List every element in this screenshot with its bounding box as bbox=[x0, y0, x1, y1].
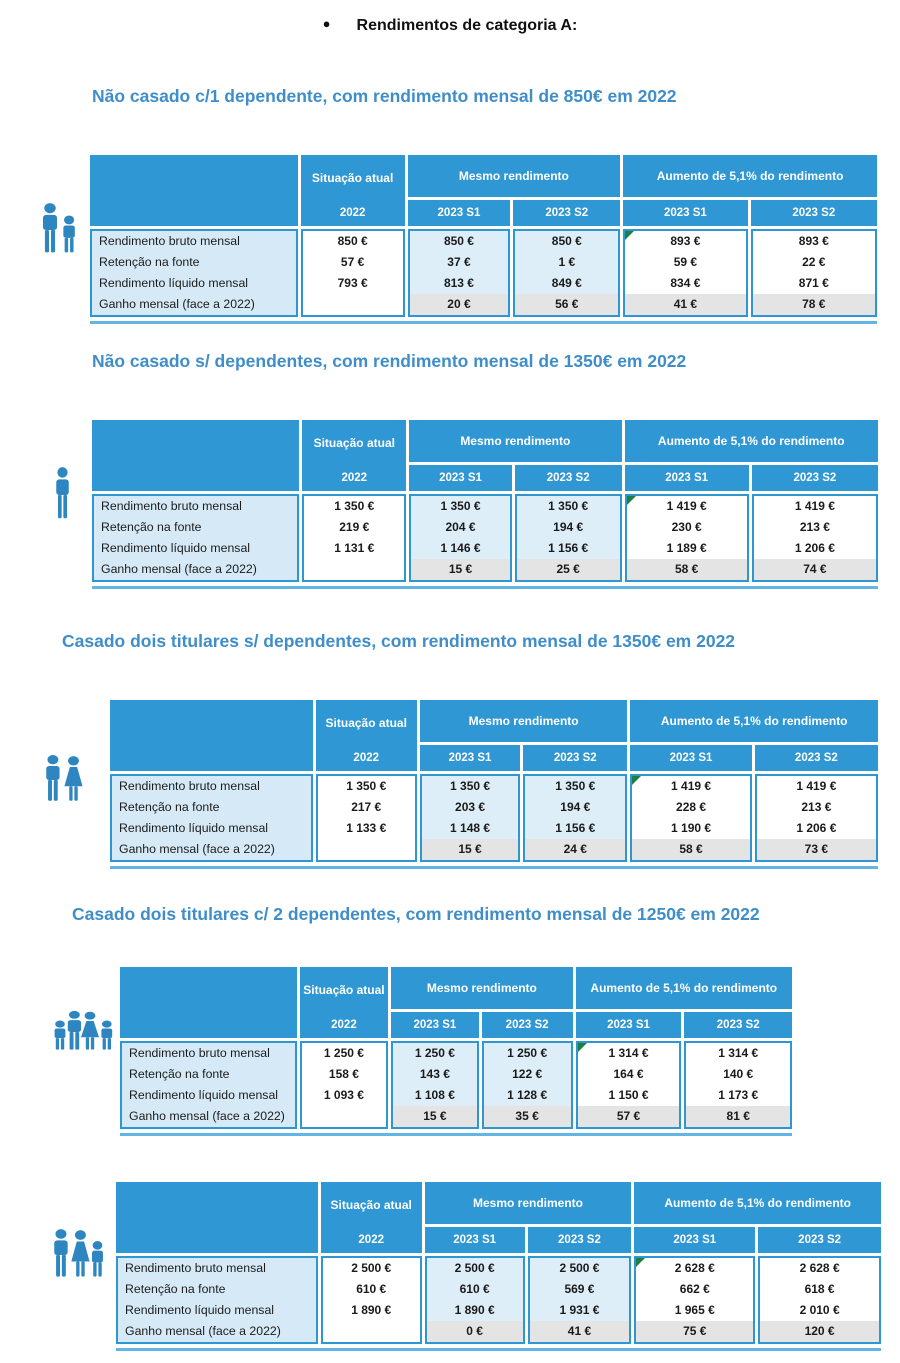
header-situacao-atual bbox=[300, 967, 388, 1038]
value-cell: 1 093 € bbox=[302, 1085, 386, 1106]
header-mesmo-2023s2: 2023 S2 bbox=[515, 465, 622, 491]
header-mesmo-rendimento: Mesmo rendimento bbox=[420, 700, 627, 742]
value-cell: 1 890 € bbox=[427, 1300, 523, 1321]
value-cell: 1 131 € bbox=[304, 538, 404, 559]
col-mesmo-2023s1 bbox=[409, 494, 512, 582]
header-aumento-2023s1: 2023 S1 bbox=[623, 200, 747, 226]
section-title-2: Não casado s/ dependentes, com rendimento mensal de 1350€ em 2022 bbox=[92, 351, 687, 371]
value-cell: 58 € bbox=[627, 559, 747, 580]
value-cell: 1 314 € bbox=[686, 1043, 790, 1064]
col-aumento-2023s2 bbox=[752, 494, 878, 582]
value-cell: 1 314 € bbox=[578, 1043, 680, 1064]
header-mesmo-2023s2: 2023 S2 bbox=[528, 1227, 632, 1253]
value-cell: 217 € bbox=[318, 797, 415, 818]
value-cell: 81 € bbox=[686, 1106, 790, 1127]
couple-with-child-icon bbox=[50, 1228, 106, 1282]
value-cell: 56 € bbox=[515, 294, 618, 315]
value-cell: 41 € bbox=[625, 294, 745, 315]
value-cell: 1 250 € bbox=[484, 1043, 571, 1064]
value-cell: 59 € bbox=[625, 252, 745, 273]
header-aumento-2023s1: 2023 S1 bbox=[625, 465, 749, 491]
value-cell: 57 € bbox=[303, 252, 403, 273]
header-2022: 2022 bbox=[353, 752, 380, 764]
row-label: Retenção na fonte bbox=[125, 1282, 226, 1296]
value-cell: 15 € bbox=[422, 839, 518, 860]
value-cell: 213 € bbox=[754, 517, 876, 538]
value-cell: 158 € bbox=[302, 1064, 386, 1085]
value-cell: 219 € bbox=[304, 517, 404, 538]
value-cell: 1 890 € bbox=[323, 1300, 420, 1321]
value-cell: 1 419 € bbox=[754, 496, 876, 517]
col-mesmo-2023s2 bbox=[523, 774, 627, 862]
value-cell: 1 206 € bbox=[757, 818, 876, 839]
value-cell: 1 206 € bbox=[754, 538, 876, 559]
col-aumento-2023s1 bbox=[634, 1256, 755, 1344]
value-cell: 57 € bbox=[578, 1106, 680, 1127]
row-label-column bbox=[120, 1041, 297, 1129]
table-body bbox=[116, 1256, 881, 1344]
value-cell: 194 € bbox=[517, 517, 620, 538]
row-label-column bbox=[116, 1256, 318, 1344]
section-title-1: Não casado c/1 dependente, com rendimento mensal de 850€ em 2022 bbox=[92, 86, 677, 106]
value-cell: 37 € bbox=[410, 252, 509, 273]
value-cell: 1 931 € bbox=[530, 1300, 630, 1321]
corner-cell bbox=[110, 700, 313, 771]
value-cell: 2 628 € bbox=[636, 1258, 753, 1279]
header-2022: 2022 bbox=[331, 1019, 357, 1031]
value-cell: 1 350 € bbox=[318, 776, 415, 797]
value-cell: 204 € bbox=[411, 517, 510, 538]
value-cell: 164 € bbox=[578, 1064, 680, 1085]
row-label: Rendimento bruto mensal bbox=[119, 779, 260, 793]
table-header bbox=[110, 700, 878, 771]
value-cell: 1 € bbox=[515, 252, 618, 273]
value-cell: 849 € bbox=[515, 273, 618, 294]
section-title-3: Casado dois titulares s/ dependentes, com rendimento mensal de 1350€ em 2022 bbox=[62, 631, 736, 651]
table-body bbox=[110, 774, 878, 862]
col-mesmo-2023s1 bbox=[391, 1041, 479, 1129]
value-cell: 2 500 € bbox=[530, 1258, 630, 1279]
header-mesmo-2023s2: 2023 S2 bbox=[482, 1012, 573, 1038]
header-mesmo-rendimento: Mesmo rendimento bbox=[409, 420, 621, 462]
header-mesmo-rendimento: Mesmo rendimento bbox=[425, 1182, 632, 1224]
value-cell: 1 350 € bbox=[304, 496, 404, 517]
col-aumento-2023s2 bbox=[755, 774, 878, 862]
value-cell: 1 965 € bbox=[636, 1300, 753, 1321]
header-mesmo-2023s2: 2023 S2 bbox=[523, 745, 627, 771]
table-body bbox=[92, 494, 878, 582]
row-label: Ganho mensal (face a 2022) bbox=[101, 562, 257, 576]
col-situacao-2022 bbox=[302, 494, 406, 582]
value-cell: 1 156 € bbox=[525, 818, 625, 839]
header-mesmo-2023s2: 2023 S2 bbox=[513, 200, 620, 226]
value-cell: 610 € bbox=[427, 1279, 523, 1300]
col-aumento-2023s2 bbox=[758, 1256, 881, 1344]
row-label: Rendimento bruto mensal bbox=[129, 1046, 270, 1060]
col-aumento-2023s1 bbox=[625, 494, 749, 582]
col-situacao-2022 bbox=[301, 229, 405, 317]
header-mesmo-2023s1: 2023 S1 bbox=[409, 465, 512, 491]
row-label: Rendimento líquido mensal bbox=[125, 1303, 275, 1317]
value-cell: 2 010 € bbox=[760, 1300, 879, 1321]
value-cell: 1 419 € bbox=[627, 496, 747, 517]
value-cell: 1 156 € bbox=[517, 538, 620, 559]
row-label: Ganho mensal (face a 2022) bbox=[129, 1109, 285, 1123]
value-cell: 1 419 € bbox=[632, 776, 749, 797]
table-body bbox=[120, 1041, 792, 1129]
row-label: Ganho mensal (face a 2022) bbox=[125, 1324, 281, 1338]
value-cell: 15 € bbox=[393, 1106, 477, 1127]
value-cell: 834 € bbox=[625, 273, 745, 294]
value-cell: 1 148 € bbox=[422, 818, 518, 839]
value-cell: 73 € bbox=[757, 839, 876, 860]
header-aumento-2023s1: 2023 S1 bbox=[576, 1012, 682, 1038]
col-mesmo-2023s1 bbox=[425, 1256, 525, 1344]
header-mesmo-rendimento: Mesmo rendimento bbox=[408, 155, 621, 197]
header-aumento-2023s1: 2023 S1 bbox=[630, 745, 751, 771]
value-cell: 1 350 € bbox=[517, 496, 620, 517]
family-two-children-icon bbox=[54, 1010, 114, 1054]
header-aumento-2023s2: 2023 S2 bbox=[758, 1227, 881, 1253]
header-2022: 2022 bbox=[358, 1234, 384, 1246]
header-situacao-label: Situação atual bbox=[303, 982, 385, 997]
value-cell: 893 € bbox=[625, 231, 745, 252]
table-header bbox=[90, 155, 877, 226]
col-mesmo-2023s2 bbox=[482, 1041, 573, 1129]
value-cell: 15 € bbox=[411, 559, 510, 580]
value-cell: 74 € bbox=[754, 559, 876, 580]
row-label: Retenção na fonte bbox=[99, 255, 200, 269]
table-bottom-rule bbox=[116, 1348, 881, 1351]
header-situacao-atual bbox=[302, 420, 406, 491]
value-cell: 24 € bbox=[525, 839, 625, 860]
value-cell: 140 € bbox=[686, 1064, 790, 1085]
adult-with-child-icon bbox=[36, 202, 78, 258]
value-cell: 1 250 € bbox=[302, 1043, 386, 1064]
value-cell: 850 € bbox=[410, 231, 509, 252]
col-aumento-2023s2 bbox=[751, 229, 877, 317]
header-situacao-label: Situação atual bbox=[311, 170, 394, 185]
value-cell: 1 150 € bbox=[578, 1085, 680, 1106]
table-bottom-rule bbox=[92, 586, 878, 589]
row-label: Retenção na fonte bbox=[101, 520, 202, 534]
value-cell: 569 € bbox=[530, 1279, 630, 1300]
col-situacao-2022 bbox=[321, 1256, 422, 1344]
value-cell bbox=[302, 1106, 386, 1127]
value-cell: 75 € bbox=[636, 1321, 753, 1342]
value-cell bbox=[318, 839, 415, 860]
single-adult-icon bbox=[50, 466, 75, 524]
value-cell: 1 133 € bbox=[318, 818, 415, 839]
header-mesmo-rendimento: Mesmo rendimento bbox=[391, 967, 572, 1009]
header-aumento: Aumento de 5,1% do rendimento bbox=[634, 1182, 881, 1224]
header-situacao-atual bbox=[301, 155, 405, 226]
value-cell: 850 € bbox=[303, 231, 403, 252]
value-cell: 194 € bbox=[525, 797, 625, 818]
col-aumento-2023s1 bbox=[630, 774, 751, 862]
value-cell: 58 € bbox=[632, 839, 749, 860]
value-cell: 35 € bbox=[484, 1106, 571, 1127]
income-table-4 bbox=[120, 967, 792, 1136]
value-cell: 1 128 € bbox=[484, 1085, 571, 1106]
col-mesmo-2023s1 bbox=[408, 229, 511, 317]
col-aumento-2023s1 bbox=[576, 1041, 682, 1129]
row-label: Rendimento bruto mensal bbox=[125, 1261, 266, 1275]
col-mesmo-2023s2 bbox=[528, 1256, 632, 1344]
value-cell: 1 146 € bbox=[411, 538, 510, 559]
header-situacao-atual bbox=[321, 1182, 422, 1253]
col-aumento-2023s2 bbox=[684, 1041, 792, 1129]
header-situacao-label: Situação atual bbox=[325, 715, 407, 730]
value-cell: 871 € bbox=[753, 273, 875, 294]
header-situacao-label: Situação atual bbox=[330, 1197, 412, 1212]
value-cell: 1 108 € bbox=[393, 1085, 477, 1106]
corner-cell bbox=[120, 967, 297, 1038]
comment-marker-icon bbox=[632, 776, 641, 785]
value-cell: 1 419 € bbox=[757, 776, 876, 797]
header-aumento: Aumento de 5,1% do rendimento bbox=[630, 700, 878, 742]
section-title-4: Casado dois titulares c/ 2 dependentes, com rendimento mensal de 1250€ em 2022 bbox=[72, 904, 760, 924]
value-cell: 662 € bbox=[636, 1279, 753, 1300]
header-2022: 2022 bbox=[339, 207, 366, 219]
row-label: Rendimento bruto mensal bbox=[101, 499, 242, 513]
value-cell: 1 190 € bbox=[632, 818, 749, 839]
row-label: Rendimento líquido mensal bbox=[99, 276, 249, 290]
value-cell: 813 € bbox=[410, 273, 509, 294]
corner-cell bbox=[116, 1182, 318, 1253]
header-mesmo-2023s1: 2023 S1 bbox=[420, 745, 520, 771]
table-bottom-rule bbox=[90, 321, 877, 324]
value-cell: 41 € bbox=[530, 1321, 630, 1342]
income-table-1 bbox=[90, 155, 877, 324]
header-situacao-atual bbox=[316, 700, 417, 771]
row-label: Retenção na fonte bbox=[119, 800, 220, 814]
bullet-icon: ● bbox=[322, 16, 331, 31]
col-situacao-2022 bbox=[300, 1041, 388, 1129]
value-cell: 228 € bbox=[632, 797, 749, 818]
value-cell: 1 189 € bbox=[627, 538, 747, 559]
income-table-3 bbox=[110, 700, 878, 869]
row-label: Retenção na fonte bbox=[129, 1067, 230, 1081]
corner-cell bbox=[90, 155, 298, 226]
col-mesmo-2023s2 bbox=[513, 229, 620, 317]
table-header bbox=[120, 967, 792, 1038]
row-label: Rendimento líquido mensal bbox=[101, 541, 251, 555]
header-mesmo-2023s1: 2023 S1 bbox=[408, 200, 511, 226]
col-situacao-2022 bbox=[316, 774, 417, 862]
table-header bbox=[116, 1182, 881, 1253]
value-cell: 1 350 € bbox=[525, 776, 625, 797]
value-cell: 213 € bbox=[757, 797, 876, 818]
row-label-column bbox=[92, 494, 299, 582]
page-title bbox=[0, 16, 900, 35]
comment-marker-icon bbox=[578, 1043, 587, 1052]
value-cell: 203 € bbox=[422, 797, 518, 818]
row-label-column bbox=[110, 774, 313, 862]
header-mesmo-2023s1: 2023 S1 bbox=[425, 1227, 525, 1253]
table-bottom-rule bbox=[110, 866, 878, 869]
col-mesmo-2023s1 bbox=[420, 774, 520, 862]
row-label: Ganho mensal (face a 2022) bbox=[99, 297, 255, 311]
header-aumento-2023s2: 2023 S2 bbox=[684, 1012, 792, 1038]
table-header bbox=[92, 420, 878, 491]
header-aumento: Aumento de 5,1% do rendimento bbox=[625, 420, 878, 462]
col-mesmo-2023s2 bbox=[515, 494, 622, 582]
header-situacao-label: Situação atual bbox=[313, 435, 395, 450]
header-aumento: Aumento de 5,1% do rendimento bbox=[576, 967, 792, 1009]
value-cell: 2 500 € bbox=[427, 1258, 523, 1279]
header-aumento-2023s2: 2023 S2 bbox=[752, 465, 878, 491]
table-body bbox=[90, 229, 877, 317]
header-2022: 2022 bbox=[341, 472, 368, 484]
value-cell: 610 € bbox=[323, 1279, 420, 1300]
header-mesmo-2023s1: 2023 S1 bbox=[391, 1012, 479, 1038]
value-cell: 1 350 € bbox=[411, 496, 510, 517]
income-table-2 bbox=[92, 420, 878, 589]
header-aumento-2023s1: 2023 S1 bbox=[634, 1227, 755, 1253]
col-aumento-2023s1 bbox=[623, 229, 747, 317]
row-label: Ganho mensal (face a 2022) bbox=[119, 842, 275, 856]
header-aumento-2023s2: 2023 S2 bbox=[755, 745, 878, 771]
header-aumento-2023s2: 2023 S2 bbox=[751, 200, 877, 226]
value-cell bbox=[303, 294, 403, 315]
header-aumento: Aumento de 5,1% do rendimento bbox=[623, 155, 877, 197]
comment-marker-icon bbox=[625, 231, 634, 240]
value-cell: 1 173 € bbox=[686, 1085, 790, 1106]
value-cell: 2 628 € bbox=[760, 1258, 879, 1279]
value-cell: 2 500 € bbox=[323, 1258, 420, 1279]
comment-marker-icon bbox=[627, 496, 636, 505]
value-cell: 20 € bbox=[410, 294, 509, 315]
value-cell: 78 € bbox=[753, 294, 875, 315]
income-table-5 bbox=[116, 1182, 881, 1351]
value-cell: 25 € bbox=[517, 559, 620, 580]
comment-marker-icon bbox=[636, 1258, 645, 1267]
page-title-text: Rendimentos de categoria A: bbox=[356, 17, 578, 34]
couple-icon bbox=[42, 754, 88, 806]
value-cell: 22 € bbox=[753, 252, 875, 273]
value-cell: 230 € bbox=[627, 517, 747, 538]
value-cell: 1 250 € bbox=[393, 1043, 477, 1064]
value-cell: 1 350 € bbox=[422, 776, 518, 797]
value-cell: 850 € bbox=[515, 231, 618, 252]
corner-cell bbox=[92, 420, 299, 491]
table-bottom-rule bbox=[120, 1133, 792, 1136]
value-cell bbox=[304, 559, 404, 580]
row-label: Rendimento líquido mensal bbox=[129, 1088, 279, 1102]
value-cell: 0 € bbox=[427, 1321, 523, 1342]
value-cell bbox=[323, 1321, 420, 1342]
value-cell: 122 € bbox=[484, 1064, 571, 1085]
row-label: Rendimento bruto mensal bbox=[99, 234, 240, 248]
row-label-column bbox=[90, 229, 298, 317]
value-cell: 618 € bbox=[760, 1279, 879, 1300]
value-cell: 793 € bbox=[303, 273, 403, 294]
row-label: Rendimento líquido mensal bbox=[119, 821, 269, 835]
value-cell: 120 € bbox=[760, 1321, 879, 1342]
value-cell: 143 € bbox=[393, 1064, 477, 1085]
value-cell: 893 € bbox=[753, 231, 875, 252]
